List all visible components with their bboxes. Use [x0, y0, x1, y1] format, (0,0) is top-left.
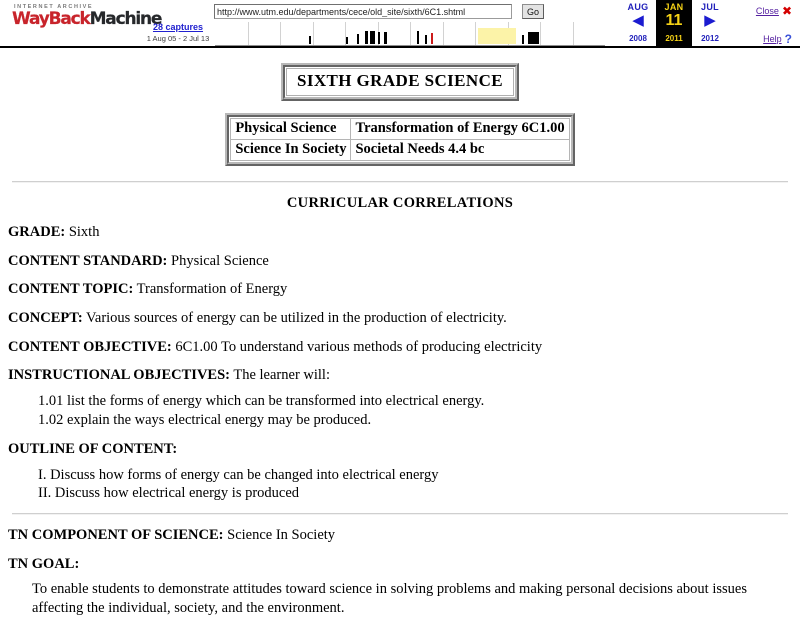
internet-archive-label: INTERNET ARCHIVE [14, 4, 94, 10]
page-title: SIXTH GRADE SCIENCE [297, 71, 503, 90]
timeline-capture-bar[interactable] [384, 32, 387, 44]
close-icon: ✖ [781, 4, 792, 18]
current-capture-date[interactable] [656, 0, 692, 46]
close-toolbar-button[interactable] [756, 4, 792, 18]
field-value: The learner will: [230, 367, 330, 384]
content-field [8, 310, 800, 327]
close-label: Close [755, 6, 779, 16]
content-field [8, 253, 800, 270]
timeline-month-separator [540, 22, 541, 45]
wayback-toolbar [0, 0, 800, 48]
help-button[interactable] [763, 32, 792, 46]
prev-month-label: AUG [627, 2, 649, 12]
timeline-capture-bar[interactable] [431, 33, 433, 44]
content-field [8, 367, 800, 384]
timeline-month-separator [280, 22, 281, 45]
wordmark-back: Back [48, 9, 90, 29]
next-month-label: JUL [701, 2, 719, 12]
timeline-month-separator [573, 22, 574, 45]
captures-count-link[interactable]: 28 captures [152, 22, 204, 32]
table-cell-category: Science In Society [231, 140, 351, 161]
field-value: Various sources of energy can be utilized in the production of electricity. [82, 310, 507, 327]
table-cell-detail: Transformation of Energy 6C1.00 [351, 119, 569, 140]
timeline-month-separator [313, 22, 314, 45]
field-label: CONTENT OBJECTIVE: [8, 338, 172, 355]
tn-goal-text: To enable students to demonstrate attitudes toward science in solving problems and making personal decisions about issues affecting the individual, society, and the environment. [32, 581, 747, 616]
timeline-capture-bar[interactable] [346, 37, 348, 44]
outline-items-list [38, 466, 800, 503]
field-value: 6C1.00 To understand various methods of producing electricity [171, 338, 543, 355]
table-cell-category: Physical Science [231, 119, 351, 140]
wayback-machine-wordmark [12, 9, 162, 29]
list-item: II. Discuss how electrical energy is produced [38, 485, 300, 502]
field-label: CONTENT TOPIC: [8, 281, 134, 298]
captures-info [132, 22, 224, 43]
timeline-month-separator [410, 22, 411, 45]
timeline-capture-bar[interactable] [365, 31, 368, 44]
prev-capture-button[interactable] [620, 0, 656, 46]
tn-component-label: TN COMPONENT OF SCIENCE: [8, 526, 224, 543]
content-field [8, 281, 800, 298]
table-row [231, 140, 569, 161]
timeline-capture-bar[interactable] [370, 31, 375, 44]
capture-timeline[interactable] [215, 22, 605, 46]
help-icon: ? [784, 32, 792, 46]
next-capture-button[interactable] [692, 0, 728, 46]
timeline-capture-bar[interactable] [522, 35, 524, 44]
list-item: 1.01 list the forms of energy which can be transformed into electrical energy. [38, 393, 485, 410]
table-row [231, 119, 569, 140]
field-label: GRADE: [8, 224, 66, 240]
captures-date-range: 1 Aug 05 - 2 Jul 13 [146, 34, 210, 43]
field-label: INSTRUCTIONAL OBJECTIVES: [8, 367, 230, 384]
timeline-month-separator [443, 22, 444, 45]
timeline-capture-bar[interactable] [357, 34, 359, 44]
tn-component-value: Science In Society [227, 526, 336, 543]
wayback-machine-logo[interactable] [12, 4, 162, 38]
divider-bottom [12, 513, 788, 515]
current-year-label: 2011 [665, 34, 683, 43]
url-input[interactable] [214, 4, 512, 19]
tn-goal-label: TN GOAL: [8, 555, 80, 572]
content-field [8, 224, 800, 241]
page-title-inner [286, 68, 514, 96]
prev-arrow-icon: ◀ [632, 12, 644, 29]
timeline-capture-bar[interactable] [528, 32, 539, 44]
wordmark-way: Way [12, 9, 49, 29]
timeline-capture-bar[interactable] [309, 36, 311, 44]
timeline-capture-bar[interactable] [425, 35, 427, 44]
standards-table [230, 118, 569, 161]
field-value: Transformation of Energy [133, 281, 288, 298]
timeline-capture-bar[interactable] [417, 31, 419, 44]
list-item: 1.02 explain the ways electrical energy may be produced. [38, 411, 372, 428]
page-title-box [281, 63, 519, 101]
tn-goal-field [8, 556, 800, 573]
info-table-container [0, 113, 800, 171]
content-field [8, 339, 800, 356]
content-heading: CURRICULAR CORRELATIONS [286, 195, 514, 211]
field-value: Physical Science [167, 252, 269, 269]
timeline-capture-bar[interactable] [378, 32, 380, 44]
help-label: Help [763, 34, 782, 44]
url-bar-row [214, 4, 554, 20]
list-item: I. Discuss how forms of energy can be changed into electrical energy [38, 466, 439, 483]
fields-container [0, 224, 800, 384]
timeline-current-highlight [478, 28, 516, 44]
next-arrow-icon: ▶ [704, 12, 716, 29]
field-label: CONTENT STANDARD: [8, 252, 168, 269]
info-table-frame [225, 113, 574, 166]
tn-component-field [8, 527, 800, 544]
wordmark-ine: ine [135, 9, 162, 29]
next-year-label: 2012 [701, 34, 719, 43]
archived-page [0, 63, 800, 617]
current-day-label: 11 [665, 12, 683, 29]
outline-of-content-field [8, 441, 800, 458]
outline-label: OUTLINE OF CONTENT: [8, 441, 178, 458]
go-button[interactable]: Go [522, 4, 544, 19]
field-label: CONCEPT: [8, 310, 83, 327]
timeline-month-separator [475, 22, 476, 45]
prev-year-label: 2008 [629, 34, 647, 43]
instructional-objectives-list [38, 392, 800, 429]
divider-top [12, 181, 788, 183]
wordmark-mach: Mach [89, 9, 136, 29]
table-cell-detail: Societal Needs 4.4 bc [351, 140, 569, 161]
field-value: Sixth [65, 224, 100, 240]
date-navigator [620, 0, 728, 46]
timeline-month-separator [248, 22, 249, 45]
current-month-label: JAN [664, 2, 684, 12]
page-title-container [0, 63, 800, 101]
